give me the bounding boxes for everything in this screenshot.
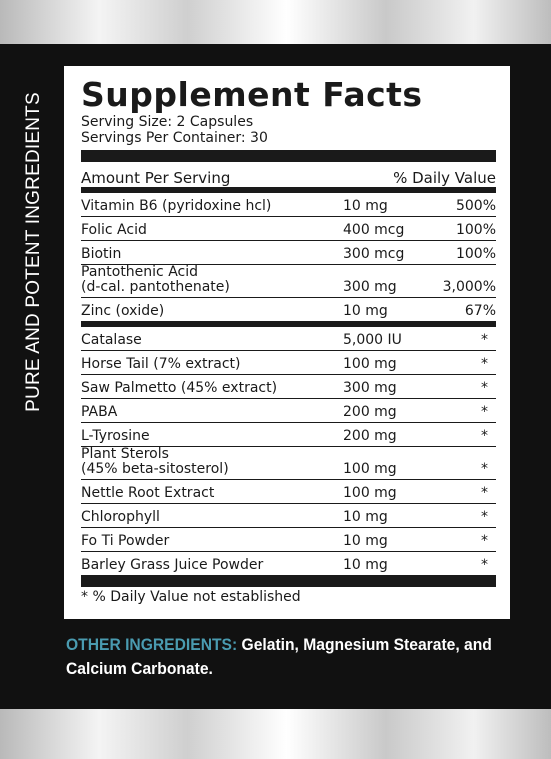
ingredient-name-line: Folic Acid bbox=[81, 222, 147, 238]
ingredient-name bbox=[81, 333, 343, 350]
ingredient-daily-value: * bbox=[481, 509, 488, 525]
ingredient-name bbox=[81, 405, 343, 422]
other-ingredients-label: OTHER INGREDIENTS: bbox=[66, 635, 238, 654]
ingredient-name bbox=[81, 534, 343, 551]
table-row bbox=[81, 375, 496, 399]
ingredient-daily-value: * bbox=[481, 332, 488, 348]
ingredient-daily-value: * bbox=[481, 557, 488, 573]
ingredient-name-line: Saw Palmetto (45% extract) bbox=[81, 380, 278, 396]
ingredient-name-line: PABA bbox=[81, 404, 118, 420]
ingredient-name-line: Fo Ti Powder bbox=[81, 533, 170, 549]
ingredient-name-line: Zinc (oxide) bbox=[81, 303, 165, 319]
serving-size: Serving Size: 2 Capsules bbox=[81, 114, 254, 130]
ingredient-amount: 10 mg bbox=[343, 509, 388, 525]
divider-thick bbox=[81, 575, 496, 587]
ingredient-name bbox=[81, 558, 343, 575]
table-header bbox=[81, 162, 496, 187]
ingredient-daily-value: 500% bbox=[455, 198, 496, 214]
ingredient-daily-value: 100% bbox=[455, 222, 496, 238]
table-row bbox=[81, 504, 496, 528]
ingredient-daily-value: * bbox=[481, 404, 488, 420]
supplement-facts-panel bbox=[64, 66, 510, 619]
table-row bbox=[81, 399, 496, 423]
ingredient-amount: 10 mg bbox=[343, 557, 388, 573]
ingredient-name bbox=[81, 357, 343, 374]
ingredient-amount: 10 mg bbox=[343, 533, 388, 549]
ingredient-name bbox=[81, 381, 343, 398]
nutrient-list bbox=[81, 193, 496, 321]
ingredient-name-subline: (d-cal. pantothenate) bbox=[81, 279, 230, 295]
table-row bbox=[81, 298, 496, 321]
ingredient-amount: 200 mg bbox=[343, 404, 397, 420]
ingredient-name bbox=[81, 510, 343, 527]
header-amount: Amount Per Serving bbox=[81, 169, 231, 187]
table-row bbox=[81, 217, 496, 241]
ingredient-amount: 5,000 IU bbox=[343, 332, 402, 348]
other-ingredients bbox=[66, 633, 517, 681]
ingredient-name bbox=[81, 199, 343, 216]
ingredient-name-line: Barley Grass Juice Powder bbox=[81, 557, 264, 573]
divider-thick bbox=[81, 150, 496, 162]
ingredient-daily-value: * bbox=[481, 428, 488, 444]
ingredient-daily-value: 100% bbox=[455, 246, 496, 262]
metallic-bottom-band bbox=[0, 709, 551, 759]
ingredient-amount: 100 mg bbox=[343, 461, 397, 477]
ingredient-amount: 10 mg bbox=[343, 303, 388, 319]
table-row bbox=[81, 265, 496, 298]
ingredient-amount: 400 mcg bbox=[343, 222, 405, 238]
ingredient-name-subline: (45% beta-sitosterol) bbox=[81, 461, 229, 477]
servings-per-container: Servings Per Container: 30 bbox=[81, 130, 268, 146]
table-row bbox=[81, 423, 496, 447]
ingredient-amount: 100 mg bbox=[343, 485, 397, 501]
ingredient-daily-value: * bbox=[481, 485, 488, 501]
ingredient-amount: 300 mg bbox=[343, 380, 397, 396]
ingredient-daily-value: * bbox=[481, 380, 488, 396]
table-row bbox=[81, 193, 496, 217]
table-row bbox=[81, 528, 496, 552]
ingredient-daily-value: 3,000% bbox=[442, 279, 496, 295]
ingredient-name-line: Plant Sterols bbox=[81, 446, 169, 462]
ingredient-name-line: Chlorophyll bbox=[81, 509, 160, 525]
ingredient-name-line: Catalase bbox=[81, 332, 142, 348]
ingredient-amount: 300 mcg bbox=[343, 246, 405, 262]
other-ingredients-text: Gelatin, Magnesium Stearate, and Calcium Carbonate. bbox=[66, 635, 492, 678]
ingredient-amount: 100 mg bbox=[343, 356, 397, 372]
ingredient-name-line: Pantothenic Acid bbox=[81, 264, 199, 280]
ingredient-name-line: Vitamin B6 (pyridoxine hcl) bbox=[81, 198, 272, 214]
footnote: * % Daily Value not established bbox=[81, 589, 301, 605]
table-row bbox=[81, 241, 496, 265]
ingredient-name bbox=[81, 304, 343, 321]
ingredient-daily-value: * bbox=[481, 461, 488, 477]
ingredient-daily-value: * bbox=[481, 356, 488, 372]
metallic-top-band bbox=[0, 0, 551, 44]
table-row bbox=[81, 552, 496, 575]
table-row bbox=[81, 327, 496, 351]
ingredient-amount: 200 mg bbox=[343, 428, 397, 444]
table-row bbox=[81, 447, 496, 480]
ingredient-name bbox=[81, 247, 343, 264]
ingredient-name bbox=[81, 447, 343, 479]
ingredient-list bbox=[81, 327, 496, 575]
ingredient-name bbox=[81, 265, 343, 297]
table-row bbox=[81, 351, 496, 375]
ingredient-amount: 300 mg bbox=[343, 279, 397, 295]
panel-title: Supplement Facts bbox=[81, 75, 423, 114]
side-tagline: PURE AND POTENT INGREDIENTS bbox=[23, 92, 44, 412]
ingredient-daily-value: 67% bbox=[464, 303, 496, 319]
ingredient-name-line: Nettle Root Extract bbox=[81, 485, 215, 501]
ingredient-name-line: L-Tyrosine bbox=[81, 428, 150, 444]
ingredient-name bbox=[81, 223, 343, 240]
header-daily-value: % Daily Value bbox=[393, 169, 496, 187]
table-row bbox=[81, 480, 496, 504]
ingredient-name bbox=[81, 486, 343, 503]
ingredient-name-line: Horse Tail (7% extract) bbox=[81, 356, 241, 372]
ingredient-name bbox=[81, 429, 343, 446]
ingredient-amount: 10 mg bbox=[343, 198, 388, 214]
ingredient-daily-value: * bbox=[481, 533, 488, 549]
ingredient-name-line: Biotin bbox=[81, 246, 122, 262]
